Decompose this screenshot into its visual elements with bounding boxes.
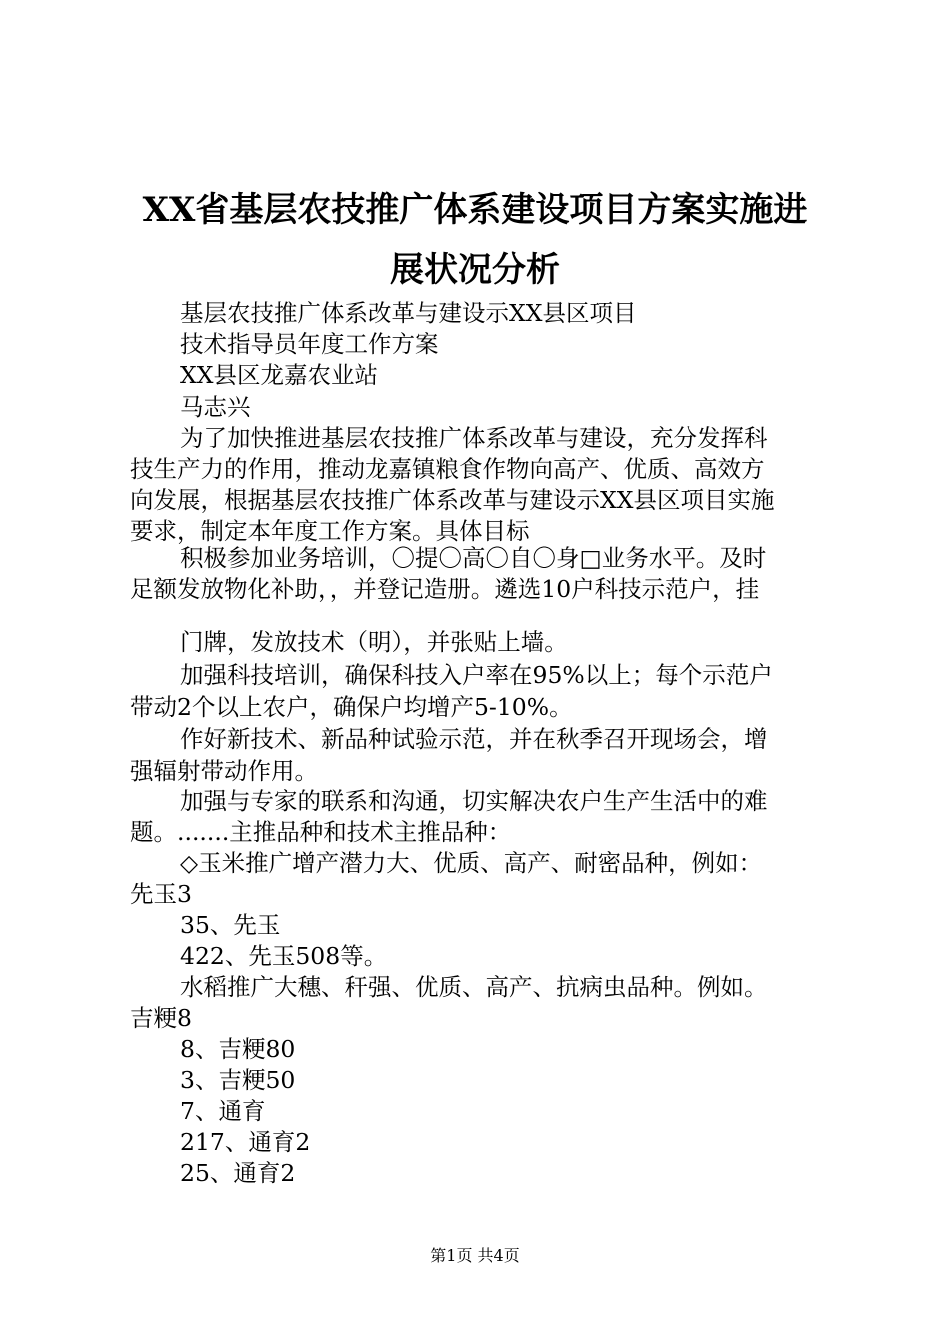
body-line: 先玉3 xyxy=(130,880,192,908)
body-line: 3、吉粳50 xyxy=(180,1066,296,1094)
body-line: XX县区龙嘉农业站 xyxy=(180,361,378,389)
body-line: 足额发放物化补助，，并登记造册。遴选10户科技示范户，挂 xyxy=(130,575,760,603)
body-line: 基层农技推广体系改革与建设示XX县区项目 xyxy=(180,299,637,327)
body-line: 25、通育2 xyxy=(180,1159,296,1187)
body-line: 马志兴 xyxy=(180,393,251,421)
document-title-line-2: 展状况分析 xyxy=(390,250,560,290)
body-line: 作好新技术、新品种试验示范，并在秋季召开现场会，增 xyxy=(180,725,768,753)
body-line: 35、先玉 xyxy=(180,911,281,939)
body-line: 带动2个以上农户，确保户均增产5-10%。 xyxy=(130,693,573,721)
body-line: 技生产力的作用，推动龙嘉镇粮食作物向高产、优质、高效方 xyxy=(130,455,765,483)
body-line: 向发展，根据基层农技推广体系改革与建设示XX县区项目实施 xyxy=(130,486,775,514)
body-line: 加强与专家的联系和沟通，切实解决农户生产生活中的难 xyxy=(180,787,768,815)
body-line: 水稻推广大穗、秆强、优质、高产、抗病虫品种。例如。 xyxy=(180,973,768,1001)
body-line: 积极参加业务培训，〇提〇高〇自〇身□业务水平。及时 xyxy=(180,544,767,572)
body-line: 为了加快推进基层农技推广体系改革与建设，充分发挥科 xyxy=(180,424,768,452)
body-line: 422、先玉508等。 xyxy=(180,942,388,970)
body-line: 要求，制定本年度工作方案。具体目标 xyxy=(130,517,530,545)
body-line: 217、通育2 xyxy=(180,1128,311,1156)
body-line: 技术指导员年度工作方案 xyxy=(180,330,439,358)
body-line: 题。.......主推品种和技术主推品种： xyxy=(130,818,512,846)
body-line: 吉粳8 xyxy=(130,1004,192,1032)
document-title-line-1: XX省基层农技推广体系建设项目方案实施进 xyxy=(142,190,808,230)
body-line: 强辐射带动作用。 xyxy=(130,757,318,785)
body-line: 加强科技培训，确保科技入户率在95%以上；每个示范户 xyxy=(180,661,773,689)
body-line: ◇玉米推广增产潜力大、优质、高产、耐密品种，例如： xyxy=(180,849,763,877)
page-footer: 第1页 共4页 xyxy=(430,1246,520,1265)
body-line: 7、通育 xyxy=(180,1097,266,1125)
body-line: 8、吉粳80 xyxy=(180,1035,296,1063)
body-line: 门牌，发放技术（明），并张贴上墙。 xyxy=(180,628,568,656)
